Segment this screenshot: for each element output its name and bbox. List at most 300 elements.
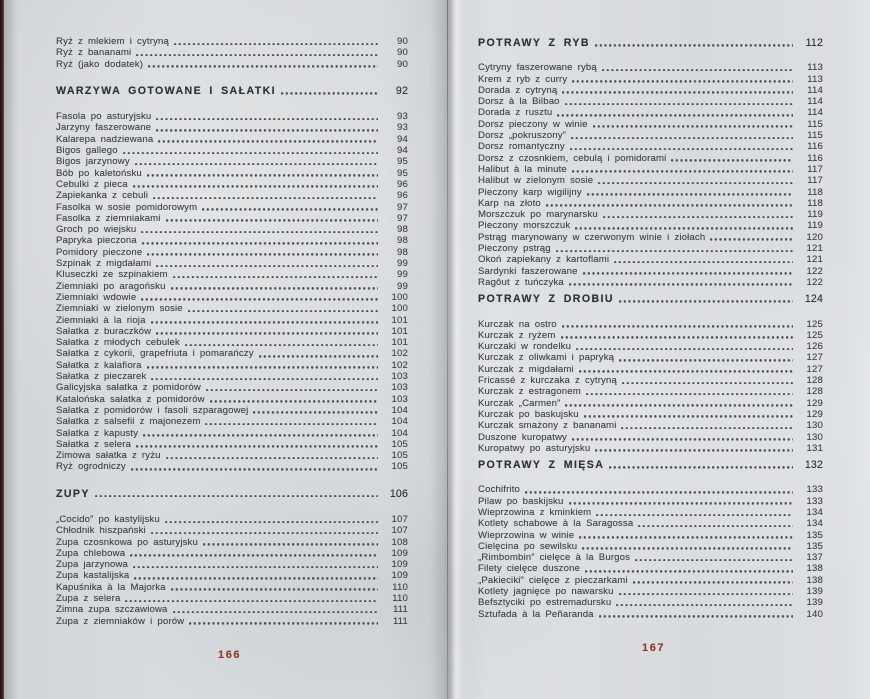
leader-dots xyxy=(570,148,793,151)
toc-entry xyxy=(478,96,823,107)
leader-dots xyxy=(579,536,793,539)
leader-dots xyxy=(569,283,793,286)
toc-entry-title: Zupa jarzynowa xyxy=(56,559,129,571)
leader-dots xyxy=(156,265,378,268)
toc-entry-page: 93 xyxy=(397,122,408,134)
toc-entry-title: Befsztyciki po estremadursku xyxy=(478,597,612,609)
leader-dots xyxy=(572,80,793,83)
toc-entry xyxy=(56,235,408,246)
toc-entry-title: Kurczak z migdałami xyxy=(478,363,574,375)
toc-entry-page: 101 xyxy=(391,314,408,326)
toc-entry-page: 118 xyxy=(807,197,823,209)
toc-entry-title: Katalońska sałatka z pomidorów xyxy=(56,393,205,405)
toc-entry-page: 95 xyxy=(397,167,408,179)
toc-entry-page: 90 xyxy=(397,47,408,59)
toc-entry xyxy=(478,597,823,608)
toc-entry-page: 104 xyxy=(391,416,408,428)
toc-list-ryby xyxy=(478,62,823,288)
toc-entry-page: 139 xyxy=(806,586,823,598)
leader-dots xyxy=(156,332,378,335)
section-heading-warzywa xyxy=(56,86,408,97)
toc-entry-page: 122 xyxy=(806,276,823,288)
leader-dots xyxy=(147,253,378,256)
toc-entry-title: „Rimbombin” cielęce à la Burgos xyxy=(478,552,631,564)
leader-dots xyxy=(158,140,378,143)
leader-dots xyxy=(188,310,378,313)
leader-dots xyxy=(556,250,793,253)
toc-entry-title: Kurczak z oliwkami i papryką xyxy=(478,352,615,364)
toc-entry xyxy=(478,119,823,130)
toc-entry-title: Sałatka z pieczarek xyxy=(56,371,147,383)
leader-dots xyxy=(576,348,793,351)
toc-entry-page: 95 xyxy=(397,156,408,168)
toc-entry xyxy=(56,416,408,427)
toc-entry-title: Ryż z bananami xyxy=(56,47,132,59)
toc-entry-title: Zupa z selera xyxy=(56,593,121,605)
leader-dots xyxy=(151,321,378,324)
toc-entry-title: Kurczak na ostro xyxy=(478,318,557,330)
toc-entry-title: Zupa czosnkowa po asturyjsku xyxy=(56,536,198,548)
leader-dots xyxy=(130,554,378,557)
leader-dots xyxy=(135,163,378,166)
toc-entry xyxy=(478,107,823,118)
toc-entry-page: 104 xyxy=(391,404,408,416)
toc-entry xyxy=(56,593,408,604)
toc-entry-title: Sałatka z salsefii z majonezem xyxy=(56,416,201,428)
toc-entry-title: Groch po wiejsku xyxy=(56,224,137,236)
toc-entry xyxy=(56,36,408,47)
toc-entry-title: Pilaw po baskijsku xyxy=(478,495,564,507)
leader-dots xyxy=(596,514,793,517)
toc-entry-title: Sałatka z kapusty xyxy=(56,427,139,439)
toc-entry-page: 96 xyxy=(397,190,408,202)
leader-dots xyxy=(561,336,793,339)
toc-entry-title: Kurczak „Carmen” xyxy=(478,397,561,409)
toc-entry-title: Sałatka z cykorii, grapefriuta i pomarańczy xyxy=(56,348,254,360)
toc-entry-page: 115 xyxy=(807,130,823,142)
toc-entry-title: Sałatka z kalafiora xyxy=(56,359,142,371)
toc-entry-page: 96 xyxy=(397,178,408,190)
section-title: POTRAWY Z RYB xyxy=(478,37,590,49)
leader-dots xyxy=(156,129,378,132)
toc-entry-title: Zupa chlebowa xyxy=(56,547,126,559)
toc-entry-title: Kuropatwy po asturyjsku xyxy=(478,442,591,454)
toc-entry-page: 105 xyxy=(391,438,408,450)
leader-dots xyxy=(281,92,378,95)
leader-dots xyxy=(185,344,378,347)
toc-entry-title: Zapiekanka z cebuli xyxy=(56,190,149,202)
toc-entry-title: Halibut w zielonym sosie xyxy=(478,175,594,187)
leader-dots xyxy=(142,242,378,245)
toc-entry-title: Bigos jarzynowy xyxy=(56,156,130,168)
toc-entry xyxy=(56,179,408,190)
toc-entry xyxy=(478,563,823,574)
toc-entry-title: Sztufada à la Peñaranda xyxy=(478,608,594,620)
toc-entry-page: 110 xyxy=(392,593,408,605)
toc-entry xyxy=(478,398,823,409)
toc-entry xyxy=(56,258,408,269)
toc-entry-page: 103 xyxy=(391,382,408,394)
leader-dots xyxy=(173,611,378,614)
toc-entry xyxy=(478,198,823,209)
leader-dots xyxy=(622,382,793,385)
leader-dots xyxy=(572,170,793,173)
toc-entry-title: Zupa kastalijska xyxy=(56,570,130,582)
toc-entry-page: 104 xyxy=(391,427,408,439)
toc-entry-page: 128 xyxy=(806,375,823,387)
toc-entry-page: 111 xyxy=(392,615,408,627)
toc-entry xyxy=(56,213,408,224)
leader-dots xyxy=(619,300,793,303)
toc-entry-page: 97 xyxy=(397,201,408,213)
gutter-crease-line xyxy=(447,0,448,699)
leader-dots xyxy=(598,182,793,185)
toc-entry xyxy=(478,375,823,386)
toc-entry-title: Pieczony karp wigilijny xyxy=(478,186,582,198)
toc-entry xyxy=(478,541,823,552)
page-right xyxy=(478,38,823,620)
toc-entry xyxy=(56,348,408,359)
leader-dots xyxy=(557,114,793,117)
toc-entry-title: Okoń zapiekany z kartoflami xyxy=(478,254,610,266)
toc-entry-title: Dorsz pieczony w winie xyxy=(478,118,588,130)
toc-entry-page: 111 xyxy=(392,604,408,616)
leader-dots xyxy=(189,622,378,625)
toc-entry xyxy=(478,74,823,85)
leader-dots xyxy=(546,204,793,207)
toc-entry-title: Ryż z mlekiem i cytryną xyxy=(56,36,169,47)
toc-entry xyxy=(56,247,408,258)
toc-entry-page: 118 xyxy=(807,186,823,198)
section-page: 132 xyxy=(804,459,823,472)
toc-entry-page: 117 xyxy=(807,163,823,175)
toc-entry-title: Kurczaki w rondelku xyxy=(478,341,572,353)
toc-entry-page: 140 xyxy=(806,608,823,620)
leader-dots xyxy=(205,423,378,426)
toc-entry xyxy=(56,405,408,416)
leader-dots xyxy=(635,559,793,562)
toc-entry xyxy=(478,266,823,277)
toc-entry-title: Filety cielęce duszone xyxy=(478,563,581,575)
leader-dots xyxy=(579,370,793,373)
leader-dots xyxy=(710,238,793,241)
toc-entry xyxy=(56,303,408,314)
toc-entry-page: 130 xyxy=(806,431,823,443)
page-number-left: 166 xyxy=(218,649,242,661)
leader-dots xyxy=(151,378,378,381)
leader-dots xyxy=(125,600,378,603)
leader-dots xyxy=(133,566,378,569)
toc-entry xyxy=(56,224,408,235)
leader-dots xyxy=(134,577,378,580)
leader-dots xyxy=(584,415,793,418)
toc-entry xyxy=(56,537,408,548)
toc-entry-page: 138 xyxy=(806,563,823,575)
toc-entry-title: Karp na złoto xyxy=(478,197,541,209)
toc-entry-page: 98 xyxy=(397,246,408,258)
section-heading-zupy xyxy=(56,489,408,500)
toc-entry-page: 110 xyxy=(392,581,408,593)
toc-entry-page: 134 xyxy=(806,506,823,518)
toc-entry-title: Zupa z ziemniaków i porów xyxy=(56,615,185,627)
toc-entry-title: Bób po kaletońsku xyxy=(56,167,142,179)
toc-entry-page: 93 xyxy=(397,111,408,123)
leader-dots xyxy=(586,393,793,396)
toc-entry-page: 113 xyxy=(807,73,823,85)
toc-entry-page: 107 xyxy=(391,525,408,537)
toc-entry-title: Fasolka w sosie pomidorowym xyxy=(56,201,198,213)
toc-entry-title: Zimowa sałatka z ryżu xyxy=(56,450,161,462)
toc-entry-title: „Cocido” po kastylijsku xyxy=(56,513,160,525)
toc-entry-page: 127 xyxy=(806,363,823,375)
toc-entry-title: Papryka pieczona xyxy=(56,235,137,247)
toc-list-mieso xyxy=(478,484,823,620)
toc-entry xyxy=(56,450,408,461)
toc-entry xyxy=(56,156,408,167)
toc-entry xyxy=(478,507,823,518)
toc-entry xyxy=(56,111,408,122)
toc-entry xyxy=(478,220,823,231)
toc-entry-page: 98 xyxy=(397,235,408,247)
toc-entry-page: 122 xyxy=(806,265,823,277)
leader-dots xyxy=(525,491,793,494)
toc-entry xyxy=(56,604,408,615)
toc-entry-title: Ryż (jako dodatek) xyxy=(56,58,144,70)
leader-dots xyxy=(136,54,378,57)
toc-entry-title: Szpinak z migdałami xyxy=(56,258,152,270)
toc-entry-page: 125 xyxy=(806,318,823,330)
toc-entry-title: Dorsz à la Bilbao xyxy=(478,96,560,108)
section-page: 124 xyxy=(804,293,823,306)
toc-entry-title: Kurczak smażony z bananami xyxy=(478,420,617,432)
toc-entry-page: 107 xyxy=(391,513,408,525)
toc-entry-page: 116 xyxy=(807,141,823,153)
leader-dots xyxy=(259,355,378,358)
toc-entry xyxy=(56,371,408,382)
toc-entry xyxy=(478,319,823,330)
toc-entry-title: Wieprzowina z kminkiem xyxy=(478,506,592,518)
leader-dots xyxy=(141,298,378,301)
book-cover-edge-shadow xyxy=(4,0,18,699)
toc-entry-title: Cielęcina po sewilsku xyxy=(478,540,578,552)
toc-entry xyxy=(56,382,408,393)
leader-dots xyxy=(595,449,793,452)
toc-entry-title: Galicyjska sałatka z pomidorów xyxy=(56,382,201,394)
toc-entry-title: „Pakieciki” cielęce z pieczarkami xyxy=(478,574,628,586)
toc-entry xyxy=(56,315,408,326)
toc-entry-page: 99 xyxy=(397,280,408,292)
toc-entry xyxy=(478,153,823,164)
leader-dots xyxy=(174,43,378,46)
toc-entry xyxy=(56,269,408,280)
leader-dots xyxy=(582,547,793,550)
toc-entry xyxy=(478,254,823,265)
toc-entry-page: 114 xyxy=(807,107,823,119)
toc-entry xyxy=(478,484,823,495)
toc-entry-title: Kurczak z estragonem xyxy=(478,386,581,398)
toc-entry-title: Bigos gallego xyxy=(56,145,118,157)
toc-entry xyxy=(56,439,408,450)
toc-entry xyxy=(56,326,408,337)
toc-entry-title: Cebulki z pieca xyxy=(56,178,128,190)
leader-dots xyxy=(572,438,793,441)
toc-entry-page: 90 xyxy=(397,58,408,70)
toc-entry-page: 129 xyxy=(806,408,823,420)
toc-entry-page: 100 xyxy=(391,291,408,303)
toc-entry-page: 114 xyxy=(807,84,823,96)
toc-entry-page: 117 xyxy=(807,175,823,187)
toc-entry-page: 125 xyxy=(806,329,823,341)
leader-dots xyxy=(143,434,378,437)
leader-dots xyxy=(614,261,793,264)
leader-dots xyxy=(587,193,793,196)
toc-entry xyxy=(478,409,823,420)
toc-entry xyxy=(56,514,408,525)
toc-entry xyxy=(478,232,823,243)
toc-entry-title: Kluseczki ze szpinakiem xyxy=(56,269,168,281)
toc-entry-page: 109 xyxy=(391,547,408,559)
page-number-right: 167 xyxy=(642,642,666,654)
leader-dots xyxy=(133,185,378,188)
toc-entry xyxy=(478,164,823,175)
toc-entry xyxy=(56,190,408,201)
toc-entry xyxy=(478,341,823,352)
toc-entry-title: Kotlety jagnięce po nawarsku xyxy=(478,586,614,598)
toc-entry-title: Dorada z rusztu xyxy=(478,107,553,119)
toc-entry-page: 101 xyxy=(391,325,408,337)
toc-entry-page: 115 xyxy=(807,118,823,130)
toc-entry xyxy=(56,292,408,303)
toc-entry-page: 135 xyxy=(806,540,823,552)
leader-dots xyxy=(203,543,378,546)
section-page: 112 xyxy=(805,37,823,49)
leader-dots xyxy=(619,359,793,362)
toc-entry xyxy=(478,530,823,541)
toc-entry-page: 127 xyxy=(806,352,823,364)
toc-entry-page: 99 xyxy=(397,269,408,281)
toc-entry-title: Chłodnik hiszpański xyxy=(56,525,146,537)
toc-entry-page: 97 xyxy=(397,212,408,224)
toc-entry xyxy=(56,145,408,156)
page-left xyxy=(56,36,408,627)
leader-dots xyxy=(147,366,378,369)
section-title: POTRAWY Z MIĘSA xyxy=(478,459,605,472)
toc-entry xyxy=(56,360,408,371)
leader-dots xyxy=(671,159,793,162)
toc-entry-page: 139 xyxy=(806,597,823,609)
toc-entry-page: 138 xyxy=(806,574,823,586)
toc-entry xyxy=(478,130,823,141)
toc-entry xyxy=(478,552,823,563)
toc-entry-title: Ziemniaki w zielonym sosie xyxy=(56,303,183,315)
toc-entry-title: Ziemniaki po aragońsku xyxy=(56,280,166,292)
toc-entry xyxy=(478,62,823,73)
toc-entry xyxy=(478,609,823,620)
leader-dots xyxy=(202,208,378,211)
toc-entry xyxy=(56,134,408,145)
toc-entry xyxy=(56,428,408,439)
section-page: 92 xyxy=(395,84,408,97)
leader-dots xyxy=(621,427,793,430)
section-page: 106 xyxy=(389,487,408,500)
toc-entry-title: Halibut à la minute xyxy=(478,163,567,175)
leader-dots xyxy=(171,588,378,591)
toc-entry-title: Sałatka z buraczków xyxy=(56,325,152,337)
toc-entry-page: 108 xyxy=(391,536,408,548)
toc-entry-title: Ryż ogrodniczy xyxy=(56,461,126,473)
toc-entry-page: 113 xyxy=(807,62,823,74)
toc-entry xyxy=(478,420,823,431)
toc-entry-title: Ziemniaki wdowie xyxy=(56,291,137,303)
toc-list-warzywa xyxy=(56,111,408,473)
toc-entry-page: 94 xyxy=(397,133,408,145)
toc-entry xyxy=(56,461,408,472)
toc-entry-page: 114 xyxy=(807,96,823,108)
leader-dots xyxy=(147,174,378,177)
toc-list-intro xyxy=(56,36,408,70)
leader-dots xyxy=(156,118,378,121)
toc-entry xyxy=(478,175,823,186)
leader-dots xyxy=(602,69,793,72)
leader-dots xyxy=(166,219,378,222)
gutter-shadow xyxy=(430,0,472,699)
toc-entry xyxy=(56,394,408,405)
toc-entry-page: 126 xyxy=(806,341,823,353)
leader-dots xyxy=(616,604,793,607)
toc-entry-page: 121 xyxy=(806,243,823,255)
toc-entry-title: Fasola po asturyjsku xyxy=(56,111,152,123)
section-heading-mieso xyxy=(478,460,823,471)
toc-entry-title: Dorsz z czosnkiem, cebulą i pomidorami xyxy=(478,152,667,164)
toc-entry-title: Cochifrito xyxy=(478,484,521,496)
leader-dots xyxy=(599,615,793,618)
toc-entry-page: 128 xyxy=(806,386,823,398)
toc-entry-page: 133 xyxy=(806,484,823,496)
toc-entry-page: 119 xyxy=(807,220,823,232)
leader-dots xyxy=(575,227,793,230)
toc-entry-page: 105 xyxy=(391,450,408,462)
toc-entry-title: Kapuśnika à la Majorka xyxy=(56,581,166,593)
leader-dots xyxy=(562,325,793,328)
leader-dots xyxy=(562,91,793,94)
toc-entry-page: 135 xyxy=(806,529,823,541)
leader-dots xyxy=(619,593,793,596)
toc-entry xyxy=(478,443,823,454)
leader-dots xyxy=(565,103,793,106)
toc-entry xyxy=(478,187,823,198)
leader-dots xyxy=(585,570,793,573)
toc-entry xyxy=(478,85,823,96)
toc-entry-title: Jarzyny faszerowane xyxy=(56,122,152,134)
toc-entry-page: 101 xyxy=(391,337,408,349)
toc-entry-title: Ziemniaki à la rioja xyxy=(56,314,146,326)
toc-entry-page: 119 xyxy=(807,209,823,221)
toc-entry-title: Fasolka z ziemniakami xyxy=(56,212,161,224)
toc-entry-page: 98 xyxy=(397,224,408,236)
toc-entry-title: Duszone kuropatwy xyxy=(478,431,568,443)
toc-entry-page: 90 xyxy=(397,36,408,47)
leader-dots xyxy=(571,137,793,140)
toc-entry xyxy=(478,141,823,152)
leader-dots xyxy=(638,525,793,528)
leader-dots xyxy=(253,411,378,414)
toc-entry xyxy=(478,432,823,443)
toc-entry-title: Zimna zupa szczawiowa xyxy=(56,604,168,616)
toc-entry xyxy=(56,281,408,292)
toc-entry xyxy=(478,386,823,397)
toc-entry xyxy=(56,202,408,213)
toc-entry xyxy=(478,364,823,375)
